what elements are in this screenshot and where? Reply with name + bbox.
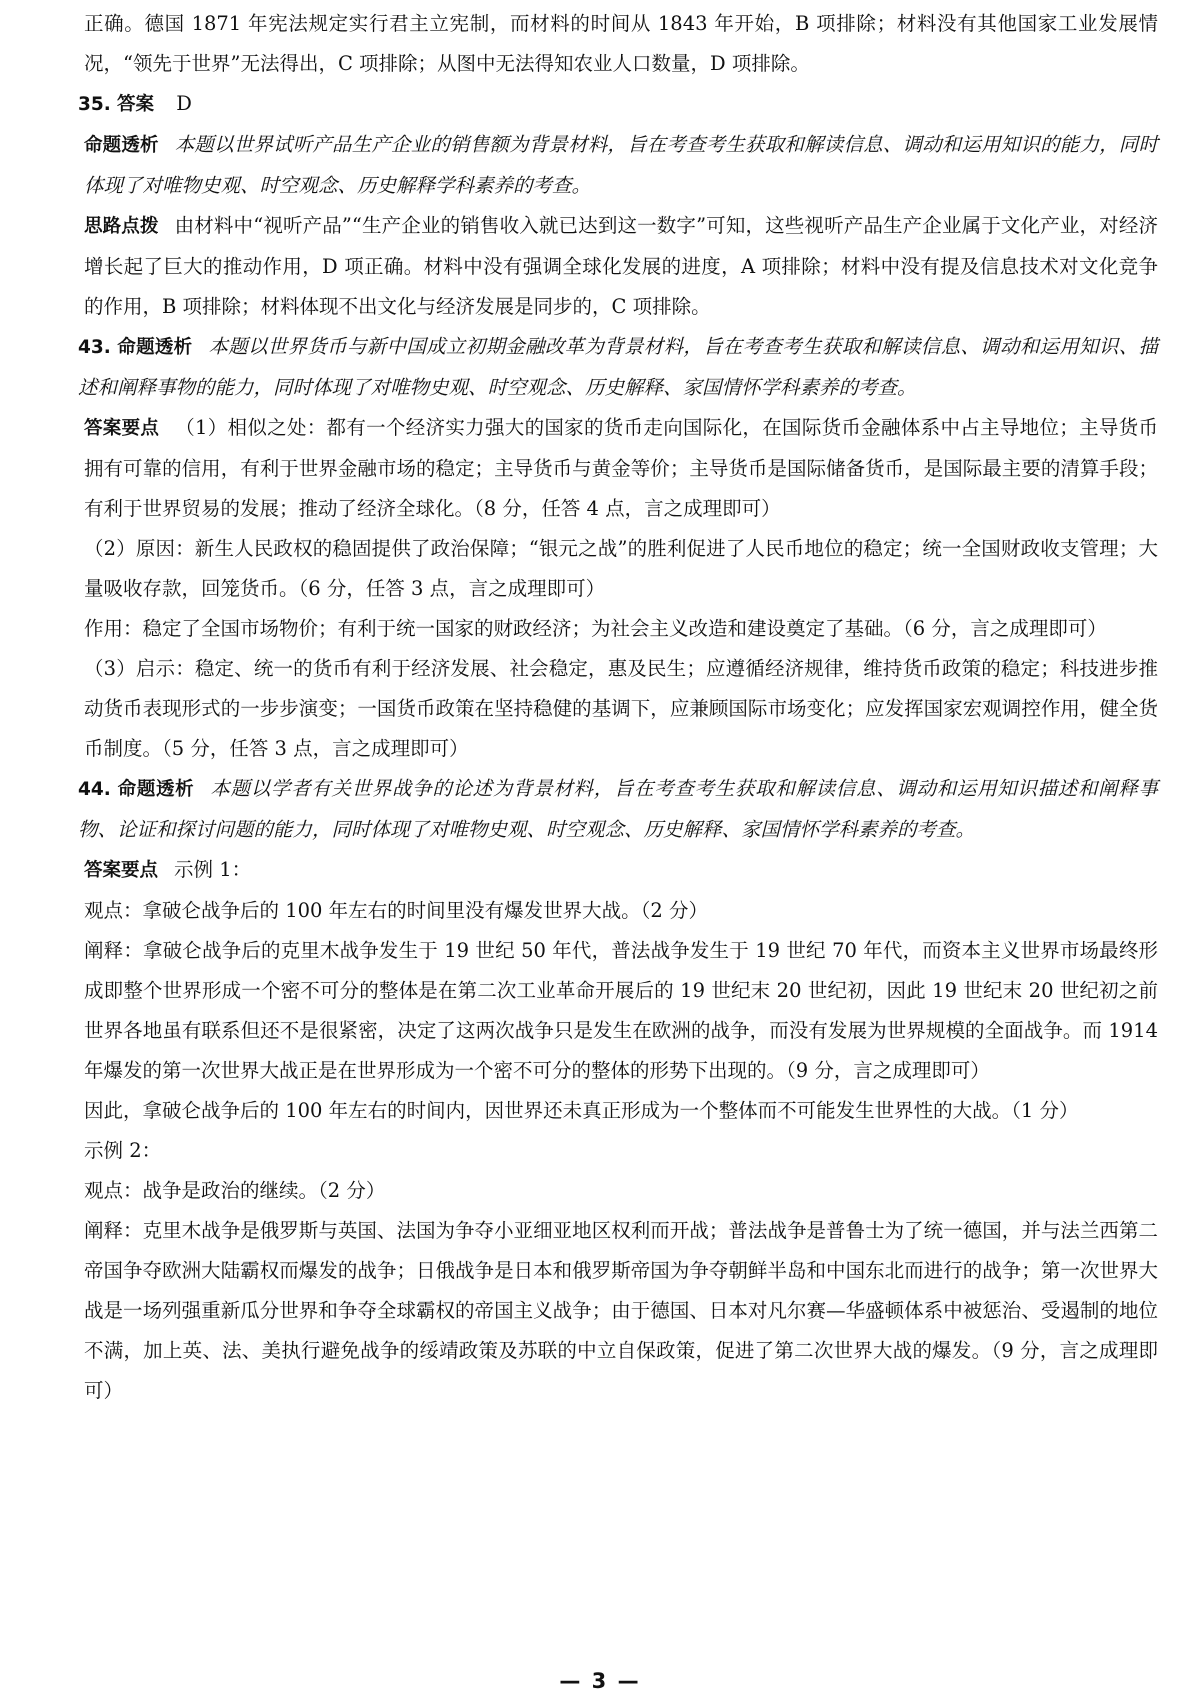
q44-analysis [78, 769, 1158, 850]
q44-ex2-title: 示例 2： [84, 1139, 162, 1162]
q44-number: 44. [78, 779, 111, 800]
q44-ex2-explain: 阐释：克里木战争是俄罗斯与英国、法国为争夺小亚细亚地区权利而开战；普法战争是普鲁士为了统一德国，并与法兰西第二帝国争夺欧洲大陆霸权而爆发的战争；日俄战争是日本和俄罗斯帝国为争夺朝鲜半岛和中国东北而进行的战争；第一次世界大战是一场列强重新瓜分世界和争夺全球霸权的帝国主义战争；由于德国、日本对凡尔赛—华盛顿体系中被惩治、受遏制的地位不满，加上英、法、美执行避免战争的绥靖政策及苏联的中立自保政策，促进了第二次世界大战的爆发。（9 分，言之成理即可） [84, 1219, 1158, 1402]
q43-part3: （3）启示：稳定、统一的货币有利于经济发展、社会稳定，惠及民生；应遵循经济规律，维持货币政策的稳定；科技进步推动货币表现形式的一步步演变；一国货币政策在坚持稳健的基调下，应兼顾国际市场变化；应发挥国家宏观调控作用，健全货币制度。（5 分，任答 3 点，言之成理即可） [84, 657, 1158, 760]
q44-ex2-view: 观点：战争是政治的继续。（2 分） [84, 1179, 386, 1202]
q44-analysis-label: 命题透析 [117, 779, 195, 800]
q44-ex1-explain: 阐释：拿破仑战争后的克里木战争发生于 19 世纪 50 年代，普法战争发生于 19 世纪 70 年代，而资本主义世界市场最终形成即整个世界形成一个密不可分的整体是在第二次工业革命开展后的 19 世纪末 20 世纪初，因此 19 世纪末 20 世纪初之前世界各地虽有联系但还不是很紧密，决定了这两次战争只是发生在欧洲的战争，而没有发展为世界规模的全面战争。而 1914 年爆发的第一次世界大战正是在世界形成为一个密不可分的整体的形势下出现的。（9 分，言之成理即可） [84, 939, 1158, 1082]
q35-analysis-text: 本题以世界试听产品生产企业的销售额为背景材料，旨在考查考生获取和解读信息、调动和运用知识的能力，同时体现了对唯物史观、时空观念、历史解释学科素养的考查。 [84, 133, 1158, 197]
q43-number: 43. [78, 337, 111, 358]
q35-hint-label: 思路点拨 [84, 216, 159, 237]
q44-points [84, 850, 1158, 891]
q35-hint-text: 由材料中“视听产品”“生产企业的销售收入就已达到这一数字”可知，这些视听产品生产企业属于文化产业，对经济增长起了巨大的推动作用，D 项正确。材料中没有强调全球化发展的进度，A 项排除；材料中没有提及信息技术对文化竞争的作用，B 项排除；材料体现不出文化与经济发展是同步的，C 项排除。 [84, 214, 1158, 318]
q43-analysis-label: 命题透析 [117, 337, 193, 358]
q44-ex1-view: 观点：拿破仑战争后的 100 年左右的时间里没有爆发世界大战。（2 分） [84, 899, 708, 922]
q35-answer-label: 答案 [116, 94, 154, 115]
q35-analysis-label: 命题透析 [84, 135, 159, 156]
intro-paragraph: 正确。德国 1871 年宪法规定实行君主立宪制，而材料的时间从 1843 年开始，B 项排除；材料没有其他国家工业发展情况，“领先于世界”无法得出，C 项排除；从图中无法得知农业人口数量，D 项排除。 [84, 12, 1158, 75]
q35-answer-value: D [176, 92, 192, 115]
q44-example1-title: 示例 1： [174, 858, 252, 881]
q43-analysis-text: 本题以世界货币与新中国成立初期金融改革为背景材料，旨在考查考生获取和解读信息、调动和运用知识、描述和阐释事物的能力，同时体现了对唯物史观、时空观念、历史解释、家国情怀学科素养的考查。 [78, 335, 1158, 399]
q43-part1-text: （1）相似之处：都有一个经济实力强大的国家的货币走向国际化，在国际货币金融体系中占主导地位；主导货币拥有可靠的信用，有利于世界金融市场的稳定；主导货币与黄金等价；主导货币是国际储备货币，是国际最主要的清算手段；有利于世界贸易的发展；推动了经济全球化。（8 分，任答 4 点，言之成理即可） [84, 416, 1158, 520]
q35-number: 35. [78, 94, 111, 115]
q43-analysis [78, 327, 1158, 408]
q43-part2b: 作用：稳定了全国市场物价；有利于统一国家的财政经济；为社会主义改造和建设奠定了基础。（6 分，言之成理即可） [84, 617, 1107, 640]
q43-part2: （2）原因：新生人民政权的稳固提供了政治保障；“银元之战”的胜利促进了人民币地位的稳定；统一全国财政收支管理；大量吸收存款，回笼货币。（6 分，任答 3 点，言之成理即可） [84, 537, 1158, 600]
page-number: — 3 — [559, 1669, 641, 1693]
q35-answer-line [78, 84, 1158, 125]
q44-points-label: 答案要点 [84, 860, 159, 881]
q44-ex1-conclusion: 因此，拿破仑战争后的 100 年左右的时间内，因世界还未真正形成为一个整体而不可能发生世界性的大战。（1 分） [84, 1099, 1079, 1122]
q44-analysis-text: 本题以学者有关世界战争的论述为背景材料，旨在考查考生获取和解读信息、调动和运用知识描述和阐释事物、论证和探讨问题的能力，同时体现了对唯物史观、时空观念、历史解释、家国情怀学科素养的考查。 [78, 777, 1158, 841]
q43-points-label: 答案要点 [84, 418, 160, 439]
q35-analysis [84, 125, 1158, 206]
q43-part1 [84, 408, 1158, 529]
q35-hint [84, 206, 1158, 327]
